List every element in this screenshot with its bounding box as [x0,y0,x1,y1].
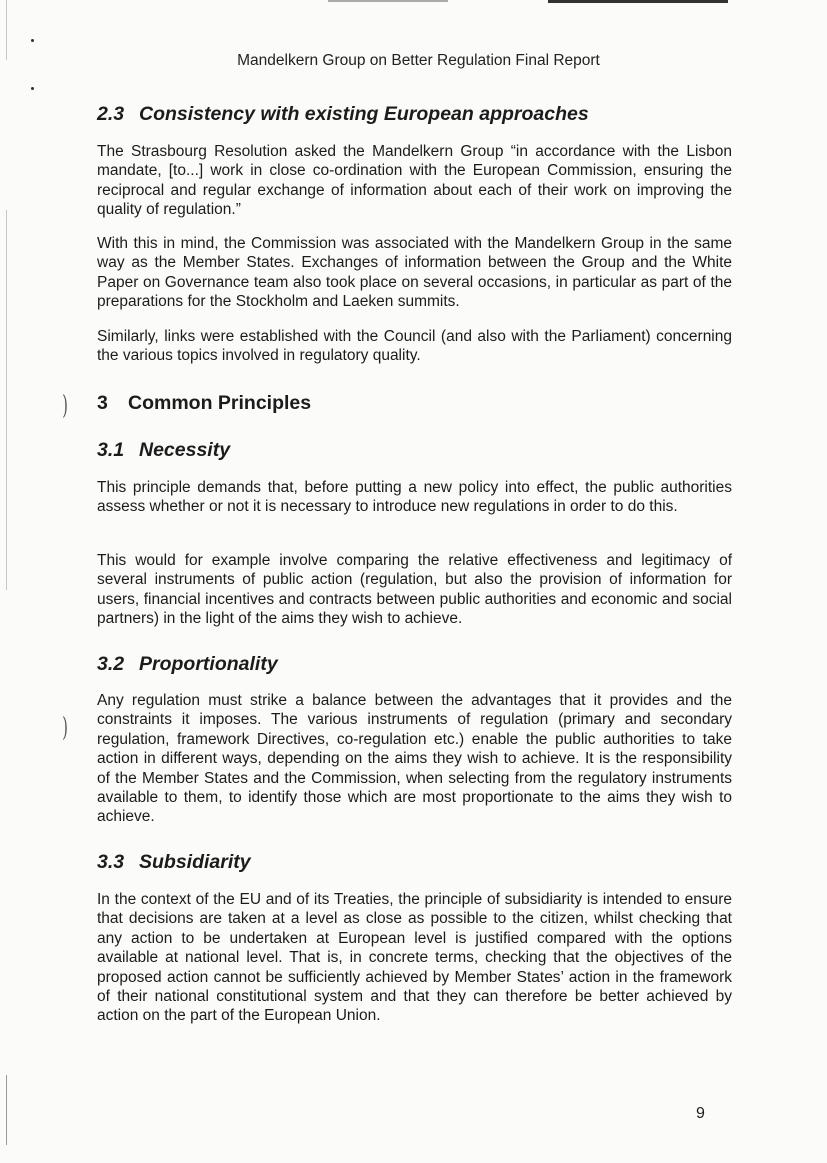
section-heading [97,437,732,463]
paragraph-text: With this in mind, the Commission was associated with the Mandelkern Group in the same way as the Member States. Exchanges of information between the Group and the White Paper on Governance team also took place on several occasions, in particular as part of the preparations for the Stockholm and Laeken summits. [97,235,732,311]
section-3 [97,390,732,416]
section-title: Proportionality [139,653,278,675]
paragraph-text: Any regulation must strike a balance between the advantages that it provides and the constraints it imposes. The various instruments of regulation (primary and secondary regulation, framework Directives, co-regulation etc.) enable the public authorities to take action in different ways, depending on the aims they wish to achieve. It is the responsibility of the Member States and the Commission, when selecting from the regulatory instruments available to them, to identify those which are most proportionate to the aims they wish to achieve. [97,692,732,826]
paragraph [97,234,732,312]
section-title: Consistency with existing European approaches [139,103,589,125]
scan-artifact-line [328,0,448,2]
scan-dot [31,87,34,90]
section-heading [97,651,732,677]
punch-hole-mark: ) [62,391,68,421]
paragraph [97,478,732,517]
paragraph [97,551,732,629]
section-heading [97,101,732,127]
section-number: 3.1 [97,439,125,461]
paragraph-text: Similarly, links were established with the Council (and also with the Parliament) concerning the various topics involved in regulatory quality. [97,328,732,365]
scan-edge-line [6,210,7,590]
section-number: 2.3 [97,103,125,125]
paragraph [97,691,732,827]
chapter-title: Common Principles [128,392,312,414]
section-title: Necessity [139,439,231,461]
section-number: 3.3 [97,851,125,873]
paragraph-text: In the context of the EU and of its Treaties, the principle of subsidiarity is intended to ensure that decisions are taken at a level as close as possible to the citizen, whilst checking that any action to be undertaken at European level is justified compared with the options available at national level. That is, in concrete terms, checking that the objectives of the proposed action cannot be sufficiently achieved by Member States’ action in the framework of their national constitutional system and that they can therefore be better achieved by action on the part of the European Union. [97,891,732,1025]
chapter-heading [97,390,732,416]
section-2-3 [97,101,732,127]
section-3-2 [97,651,732,677]
paragraph [97,142,732,220]
running-header: Mandelkern Group on Better Regulation Final Report [237,52,600,69]
paragraph-text: This would for example involve comparing the relative effectiveness and legitimacy of several instruments of public action (regulation, but also the provision of information for users, financial incentives and contracts between public authorities and economic and social partners) in the light of the aims they wish to achieve. [97,552,732,628]
section-heading [97,849,732,875]
scan-edge-line [6,0,7,60]
scan-artifact-line [548,0,728,3]
chapter-number: 3 [97,392,108,414]
paragraph [97,327,732,366]
punch-hole-mark: ) [62,713,68,743]
section-3-1 [97,437,732,463]
paragraph-text: The Strasbourg Resolution asked the Mandelkern Group “in accordance with the Lisbon mandate, [to...] work in close co-ordination with the European Commission, ensuring the reciprocal and regular exchange of information about each of their work on improving the quality of regulation.” [97,143,732,219]
page-number: 9 [696,1105,705,1122]
paragraph [97,890,732,1026]
paragraph-text: This principle demands that, before putting a new policy into effect, the public authorities assess whether or not it is necessary to introduce new regulations in order to do this. [97,479,732,516]
scan-edge-line [6,1075,7,1145]
section-number: 3.2 [97,653,125,675]
section-title: Subsidiarity [139,851,251,873]
section-3-3 [97,849,732,875]
scan-dot [31,39,34,42]
